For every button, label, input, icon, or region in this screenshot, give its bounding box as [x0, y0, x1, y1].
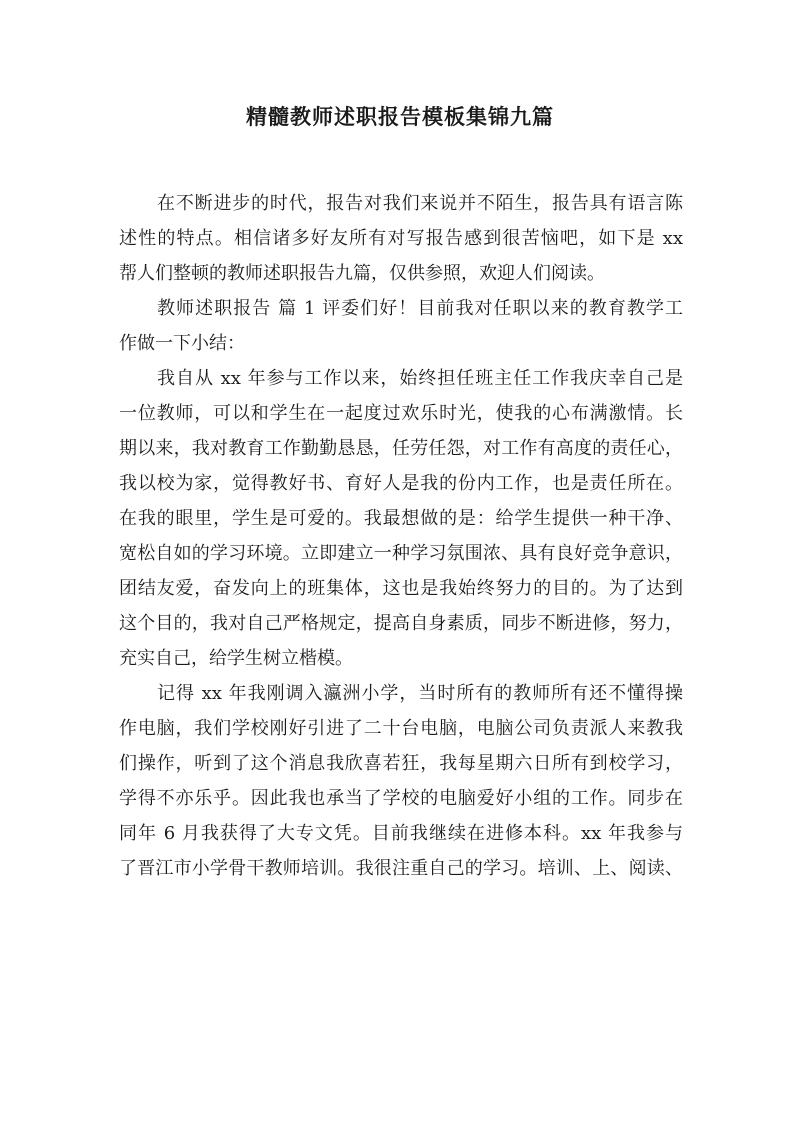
text-line: 我自从 xx 年参与工作以来，始终担任班主任工作我庆幸自己是 — [157, 368, 683, 389]
text-line: 期以来，我对教育工作勤勤恳恳，任劳任怨，对工作有高度的责任心， — [119, 438, 683, 459]
text-line: 记得 xx 年我刚调入瀛洲小学，当时所有的教师所有还不懂得操 — [157, 683, 683, 704]
text-line: 在我的眼里，学生是可爱的。我最想做的是：给学生提供一种干净、 — [119, 508, 683, 529]
text-line: 教师述职报告 篇 1 评委们好！目前我对任职以来的教育教学工 — [157, 298, 683, 319]
text-line: 一位教师，可以和学生在一起度过欢乐时光，使我的心布满激情。长 — [119, 403, 683, 424]
text-line: 述性的特点。相信诸多好友所有对写报告感到很苦恼吧，如下是 xx — [119, 228, 683, 249]
text-line: 同年 6 月我获得了大专文凭。目前我继续在进修本科。xx 年我参与 — [119, 823, 683, 844]
document-title: 精髓教师述职报告模板集锦九篇 — [246, 104, 554, 129]
text-line: 们操作，听到了这个消息我欣喜若狂，我每星期六日所有到校学习， — [119, 753, 683, 774]
text-line: 作做一下小结： — [119, 333, 245, 354]
text-line: 团结友爱，奋发向上的班集体，这也是我始终努力的目的。为了达到 — [119, 578, 683, 599]
text-line: 在不断进步的时代，报告对我们来说并不陌生，报告具有语言陈 — [157, 193, 683, 214]
document-body — [119, 186, 683, 886]
text-line: 这个目的，我对自己严格规定，提高自身素质，同步不断进修，努力， — [119, 613, 683, 634]
text-line: 作电脑，我们学校刚好引进了二十台电脑，电脑公司负责派人来教我 — [119, 718, 683, 739]
paragraph-work-summary — [119, 361, 683, 676]
text-line: 了晋江市小学骨干教师培训。我很注重自己的学习。培训、上、阅读、 — [119, 858, 683, 879]
text-line: 宽松自如的学习环境。立即建立一种学习氛围浓、具有良好竞争意识， — [119, 543, 683, 564]
text-line: 充实自己，给学生树立楷模。 — [119, 648, 353, 669]
paragraph-report-1-heading — [119, 291, 683, 361]
text-line: 我以校为家，觉得教好书、育好人是我的份内工作，也是责任所在。 — [119, 473, 683, 494]
text-line: 帮人们整顿的教师述职报告九篇，仅供参照，欢迎人们阅读。 — [119, 263, 605, 284]
paragraph-intro — [119, 186, 683, 291]
paragraph-computer-training — [119, 676, 683, 886]
text-line: 学得不亦乐乎。因此我也承当了学校的电脑爱好小组的工作。同步在 — [119, 788, 683, 809]
